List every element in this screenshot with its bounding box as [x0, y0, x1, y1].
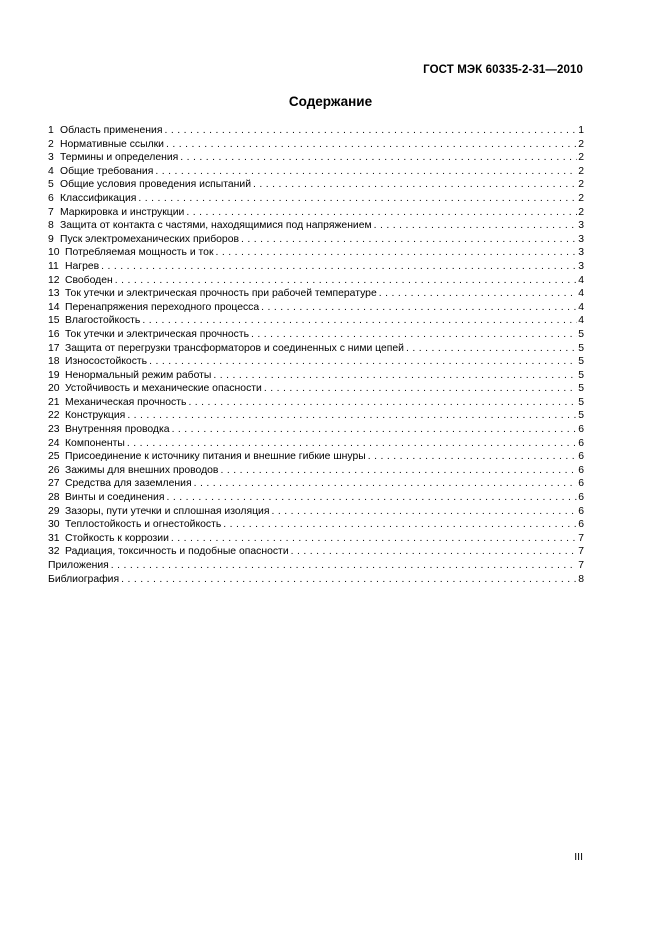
toc-entry[interactable]: [48, 532, 584, 546]
toc-dot-leader: [253, 178, 577, 192]
toc-entry[interactable]: [48, 355, 584, 369]
toc-dot-leader: [166, 491, 577, 505]
toc-entry-number: 13: [48, 288, 60, 300]
toc-entry-title: Радиация, токсичность и подобные опасности: [65, 546, 289, 558]
toc-entry-title: Зазоры, пути утечки и сплошная изоляция: [65, 505, 270, 517]
toc-entry-page: 6: [578, 492, 584, 504]
toc-entry-title: Стойкость к коррозии: [65, 532, 169, 544]
toc-entry-number: 9: [48, 233, 54, 245]
toc-entry-number: 21: [48, 396, 60, 408]
toc-entry[interactable]: [48, 505, 584, 519]
toc-entry-title: Средства для заземления: [65, 478, 192, 490]
toc-entry-title: Ненормальный режим работы: [65, 369, 212, 381]
table-of-contents: [48, 124, 584, 586]
toc-dot-leader: [291, 545, 577, 559]
toc-entry[interactable]: [48, 124, 584, 138]
toc-entry[interactable]: [48, 382, 584, 396]
toc-entry-page: 3: [578, 233, 584, 245]
toc-entry-number: 5: [48, 179, 54, 191]
toc-entry-page: 5: [578, 410, 584, 422]
toc-entry-title: Устойчивость и механические опасности: [65, 383, 262, 395]
toc-dot-leader: [115, 274, 577, 288]
toc-dot-leader: [374, 219, 577, 233]
toc-entry-title: Защита от перегрузки трансформаторов и соединенных с ними цепей: [65, 342, 404, 354]
toc-entry[interactable]: [48, 192, 584, 206]
toc-entry-number: 18: [48, 356, 60, 368]
toc-entry[interactable]: [48, 342, 584, 356]
toc-dot-leader: [180, 151, 577, 165]
toc-entry[interactable]: [48, 369, 584, 383]
toc-entry-number: 8: [48, 220, 54, 232]
toc-dot-leader: [172, 423, 577, 437]
toc-entry[interactable]: [48, 138, 584, 152]
toc-entry-page: 2: [578, 138, 584, 150]
toc-entry[interactable]: [48, 274, 584, 288]
toc-dot-leader: [223, 518, 577, 532]
toc-entry-page: 2: [578, 192, 584, 204]
toc-entry-page: 6: [578, 464, 584, 476]
toc-entry-title: Ток утечки и электрическая прочность: [65, 328, 249, 340]
toc-entry-title: Приложения: [48, 560, 109, 571]
toc-dot-leader: [216, 246, 577, 260]
toc-entry-page: 5: [578, 328, 584, 340]
toc-dot-leader: [166, 138, 577, 152]
toc-entry-number: 32: [48, 546, 60, 558]
toc-entry-page: 6: [578, 424, 584, 436]
toc-dot-leader: [142, 314, 577, 328]
toc-dot-leader: [149, 355, 577, 369]
toc-entry-title: Маркировка и инструкции: [60, 206, 185, 218]
toc-entry-number: 30: [48, 519, 60, 531]
toc-entry-number: 26: [48, 464, 60, 476]
toc-dot-leader: [194, 477, 577, 491]
toc-entry-page: 2: [578, 206, 584, 218]
toc-entry-title: Износостойкость: [65, 356, 148, 368]
toc-entry-number: 4: [48, 165, 54, 177]
toc-entry-page: 4: [578, 274, 584, 286]
toc-dot-leader: [155, 165, 577, 179]
toc-entry-page: 4: [578, 315, 584, 327]
toc-dot-leader: [127, 409, 577, 423]
toc-entry-number: 1: [48, 125, 54, 136]
toc-entry-page: 1: [578, 125, 584, 136]
toc-dot-leader: [213, 369, 577, 383]
toc-entry-title: Конструкция: [65, 410, 126, 422]
toc-dot-leader: [251, 328, 577, 342]
toc-entry[interactable]: [48, 314, 584, 328]
toc-entry-title: Общие требования: [60, 165, 154, 177]
toc-entry-number: 12: [48, 274, 60, 286]
toc-entry[interactable]: [48, 246, 584, 260]
toc-entry[interactable]: [48, 423, 584, 437]
toc-entry[interactable]: [48, 545, 584, 559]
toc-entry-page: 6: [578, 505, 584, 517]
toc-entry-number: 15: [48, 315, 60, 327]
toc-dot-leader: [171, 532, 577, 546]
toc-entry-number: 28: [48, 492, 60, 504]
toc-entry[interactable]: [48, 464, 584, 478]
toc-entry-title: Термины и определения: [60, 152, 179, 164]
toc-entry[interactable]: [48, 437, 584, 451]
toc-entry-page: 3: [578, 220, 584, 232]
toc-entry-page: 5: [578, 369, 584, 381]
toc-entry-title: Защита от контакта с частями, находящимися под напряжением: [60, 220, 372, 232]
toc-entry-number: 7: [48, 206, 54, 218]
toc-entry-title: Влагостойкость: [65, 315, 141, 327]
toc-dot-leader: [368, 450, 577, 464]
toc-dot-leader: [127, 437, 577, 451]
toc-entry-page: 6: [578, 478, 584, 490]
toc-dot-leader: [111, 559, 577, 573]
toc-entry-title: Область применения: [60, 125, 163, 136]
toc-entry-number: 24: [48, 437, 60, 449]
toc-entry-title: Потребляемая мощность и ток: [65, 247, 214, 259]
document-code: ГОСТ МЭК 60335-2-31—2010: [423, 64, 583, 76]
toc-entry-title: Нормативные ссылки: [60, 138, 164, 150]
toc-entry[interactable]: [48, 328, 584, 342]
toc-entry[interactable]: [48, 178, 584, 192]
toc-dot-leader: [406, 342, 577, 356]
toc-entry-page: 6: [578, 451, 584, 463]
toc-entry-page: 5: [578, 396, 584, 408]
toc-dot-leader: [220, 464, 577, 478]
toc-entry-page: 2: [578, 152, 584, 164]
toc-entry-page: 6: [578, 437, 584, 449]
toc-entry-title: Свободен: [65, 274, 113, 286]
toc-entry[interactable]: [48, 233, 584, 247]
toc-entry[interactable]: [48, 450, 584, 464]
toc-entry-number: 25: [48, 451, 60, 463]
toc-dot-leader: [121, 573, 577, 587]
toc-entry-title: Перенапряжения переходного процесса: [65, 301, 260, 313]
toc-entry[interactable]: [48, 165, 584, 179]
toc-entry[interactable]: [48, 151, 584, 165]
toc-dot-leader: [164, 124, 577, 138]
toc-entry-number: 19: [48, 369, 60, 381]
toc-dot-leader: [188, 396, 577, 410]
toc-dot-leader: [264, 382, 577, 396]
toc-dot-leader: [101, 260, 577, 274]
toc-entry[interactable]: [48, 260, 584, 274]
toc-entry-number: 23: [48, 424, 60, 436]
toc-entry[interactable]: [48, 491, 584, 505]
toc-entry-number: 14: [48, 301, 60, 313]
toc-entry-number: 20: [48, 383, 60, 395]
toc-entry-title: Общие условия проведения испытаний: [60, 179, 252, 191]
toc-entry-page: 7: [578, 546, 584, 558]
toc-entry-title: Зажимы для внешних проводов: [65, 464, 219, 476]
toc-entry-title: Винты и соединения: [65, 492, 165, 504]
toc-dot-leader: [379, 287, 577, 301]
toc-entry-number: 16: [48, 328, 60, 340]
toc-entry[interactable]: [48, 206, 584, 220]
toc-entry[interactable]: [48, 559, 584, 573]
toc-entry-number: 2: [48, 138, 54, 150]
toc-entry-title: Теплостойкость и огнестойкость: [65, 519, 222, 531]
toc-entry[interactable]: [48, 219, 584, 233]
toc-entry-title: Механическая прочность: [65, 396, 187, 408]
toc-entry-page: 5: [578, 383, 584, 395]
toc-entry-title: Классификация: [60, 192, 137, 204]
toc-entry[interactable]: [48, 518, 584, 532]
toc-entry-title: Внутренняя проводка: [65, 424, 170, 436]
toc-entry-page: 3: [578, 247, 584, 259]
toc-dot-leader: [261, 301, 577, 315]
toc-entry-page: 4: [578, 288, 584, 300]
toc-entry-number: 17: [48, 342, 60, 354]
toc-entry[interactable]: [48, 477, 584, 491]
page-number: III: [574, 851, 583, 863]
toc-entry[interactable]: [48, 396, 584, 410]
toc-entry[interactable]: [48, 573, 584, 587]
toc-entry[interactable]: [48, 287, 584, 301]
toc-dot-leader: [272, 505, 578, 519]
toc-entry-title: Нагрев: [65, 260, 100, 272]
toc-entry-page: 3: [578, 260, 584, 272]
toc-entry-title: Компоненты: [65, 437, 125, 449]
toc-entry-number: 22: [48, 410, 60, 422]
toc-entry-page: 5: [578, 342, 584, 354]
toc-dot-leader: [186, 206, 577, 220]
toc-entry-page: 8: [578, 573, 584, 585]
toc-entry-page: 2: [578, 165, 584, 177]
toc-entry-page: 6: [578, 519, 584, 531]
toc-entry[interactable]: [48, 409, 584, 423]
toc-entry-page: 2: [578, 179, 584, 191]
toc-entry-page: 5: [578, 356, 584, 368]
toc-entry-page: 7: [578, 560, 584, 571]
toc-entry-title: Присоединение к источнику питания и внешние гибкие шнуры: [65, 451, 366, 463]
toc-entry-number: 29: [48, 505, 60, 517]
toc-title: Содержание: [288, 94, 373, 109]
toc-dot-leader: [138, 192, 577, 206]
toc-entry-title: Пуск электромеханических приборов: [60, 233, 239, 245]
toc-entry-number: 3: [48, 152, 54, 164]
toc-entry-page: 4: [578, 301, 584, 313]
toc-entry-number: 6: [48, 192, 54, 204]
toc-entry-number: 10: [48, 247, 60, 259]
toc-entry-number: 31: [48, 532, 60, 544]
toc-entry-number: 11: [48, 260, 59, 272]
toc-entry-title: Библиография: [48, 573, 120, 585]
toc-entry-title: Ток утечки и электрическая прочность при рабочей температуре: [65, 288, 377, 300]
toc-dot-leader: [241, 233, 577, 247]
toc-entry[interactable]: [48, 301, 584, 315]
toc-entry-page: 7: [578, 532, 584, 544]
toc-entry-number: 27: [48, 478, 60, 490]
